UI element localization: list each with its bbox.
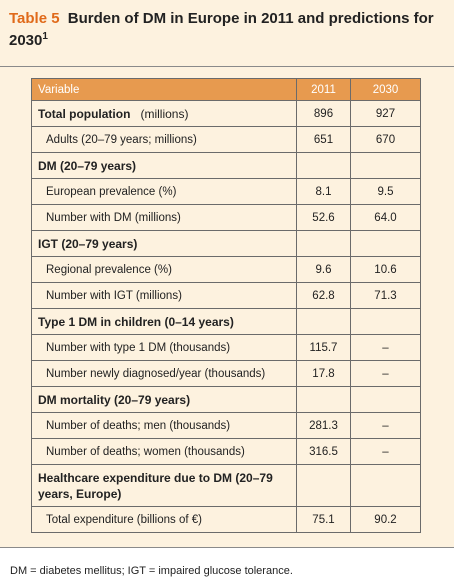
table-row bbox=[32, 153, 421, 179]
table-row bbox=[32, 335, 421, 361]
value-2011 bbox=[297, 465, 351, 507]
value-2030: – bbox=[351, 439, 421, 465]
row-label: Number of deaths; women (thousands) bbox=[32, 439, 297, 465]
value-2011: 896 bbox=[297, 101, 351, 127]
section-label: Type 1 DM in children (0–14 years) bbox=[32, 309, 297, 335]
row-unit: (millions) bbox=[140, 106, 189, 121]
table-row bbox=[32, 507, 421, 533]
row-label: Regional prevalence (%) bbox=[32, 257, 297, 283]
header-row bbox=[32, 79, 421, 101]
table-row bbox=[32, 439, 421, 465]
table-row bbox=[32, 257, 421, 283]
title-divider bbox=[0, 66, 454, 67]
header-variable: Variable bbox=[32, 79, 297, 101]
table-row bbox=[32, 309, 421, 335]
table-row bbox=[32, 127, 421, 153]
table-row bbox=[32, 205, 421, 231]
table-number: Table 5 bbox=[9, 10, 60, 27]
value-2030 bbox=[351, 309, 421, 335]
section-label: DM (20–79 years) bbox=[32, 153, 297, 179]
row-label: Number with IGT (millions) bbox=[32, 283, 297, 309]
value-2011: 75.1 bbox=[297, 507, 351, 533]
value-2030: 64.0 bbox=[351, 205, 421, 231]
value-2011: 115.7 bbox=[297, 335, 351, 361]
value-2030: 90.2 bbox=[351, 507, 421, 533]
value-2030 bbox=[351, 153, 421, 179]
header-2011: 2011 bbox=[297, 79, 351, 101]
table-title-text: Burden of DM in Europe in 2011 and predictions for 2030 bbox=[9, 10, 434, 49]
header-2030: 2030 bbox=[351, 79, 421, 101]
table-row bbox=[32, 387, 421, 413]
table-row bbox=[32, 231, 421, 257]
row-label-text: Total population bbox=[38, 106, 131, 121]
row-label: Number newly diagnosed/year (thousands) bbox=[32, 361, 297, 387]
value-2030: 10.6 bbox=[351, 257, 421, 283]
title-reference: 1 bbox=[42, 31, 48, 42]
value-2011: 281.3 bbox=[297, 413, 351, 439]
data-table bbox=[31, 78, 421, 533]
value-2011: 8.1 bbox=[297, 179, 351, 205]
value-2030: 71.3 bbox=[351, 283, 421, 309]
section-label: DM mortality (20–79 years) bbox=[32, 387, 297, 413]
value-2011: 52.6 bbox=[297, 205, 351, 231]
value-2030: – bbox=[351, 413, 421, 439]
value-2011: 17.8 bbox=[297, 361, 351, 387]
table-footnote: DM = diabetes mellitus; IGT = impaired glucose tolerance. bbox=[10, 565, 293, 577]
value-2011: 651 bbox=[297, 127, 351, 153]
value-2030 bbox=[351, 231, 421, 257]
value-2011 bbox=[297, 153, 351, 179]
table-row bbox=[32, 465, 421, 507]
value-2030: 927 bbox=[351, 101, 421, 127]
value-2030: 670 bbox=[351, 127, 421, 153]
value-2030: 9.5 bbox=[351, 179, 421, 205]
table-row bbox=[32, 283, 421, 309]
row-label: Total expenditure (billions of €) bbox=[32, 507, 297, 533]
value-2030 bbox=[351, 465, 421, 507]
table-title bbox=[9, 8, 445, 52]
section-label: Healthcare expenditure due to DM (20–79 years, Europe) bbox=[32, 465, 297, 507]
row-label: Number with type 1 DM (thousands) bbox=[32, 335, 297, 361]
row-label: Number of deaths; men (thousands) bbox=[32, 413, 297, 439]
table-row bbox=[32, 361, 421, 387]
value-2011 bbox=[297, 387, 351, 413]
table-row bbox=[32, 413, 421, 439]
value-2030 bbox=[351, 387, 421, 413]
row-label: Number with DM (millions) bbox=[32, 205, 297, 231]
row-label bbox=[32, 101, 297, 127]
value-2030: – bbox=[351, 335, 421, 361]
value-2011: 316.5 bbox=[297, 439, 351, 465]
table-row bbox=[32, 179, 421, 205]
section-label: IGT (20–79 years) bbox=[32, 231, 297, 257]
table-row bbox=[32, 101, 421, 127]
value-2030: – bbox=[351, 361, 421, 387]
value-2011 bbox=[297, 231, 351, 257]
value-2011: 9.6 bbox=[297, 257, 351, 283]
row-label: Adults (20–79 years; millions) bbox=[32, 127, 297, 153]
value-2011: 62.8 bbox=[297, 283, 351, 309]
value-2011 bbox=[297, 309, 351, 335]
row-label: European prevalence (%) bbox=[32, 179, 297, 205]
